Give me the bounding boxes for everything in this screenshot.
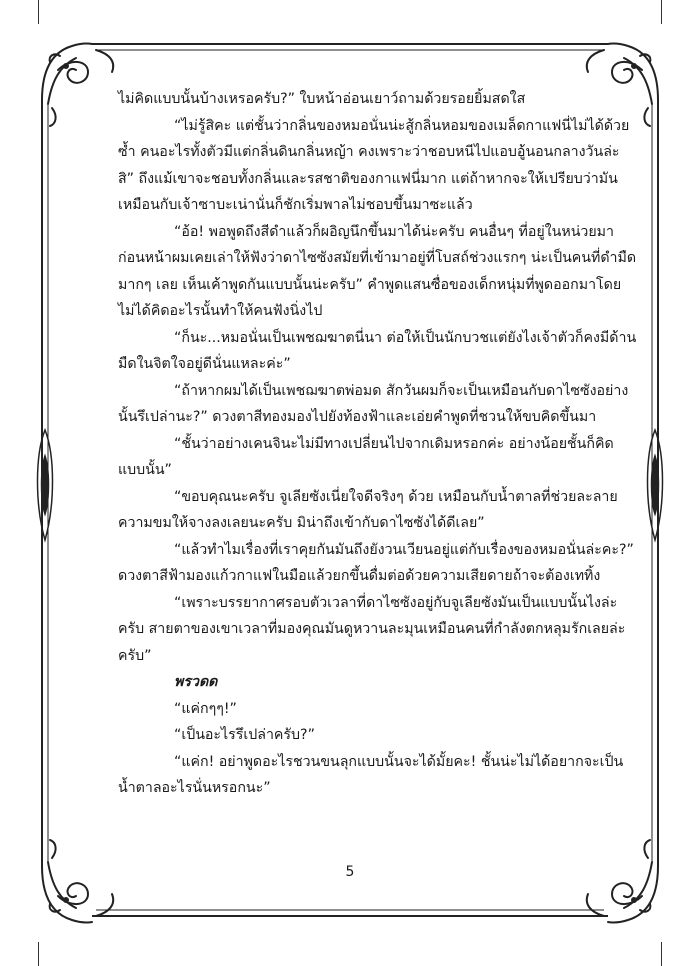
text-line: ไม่คิดแบบนั้นบ้างเหรอครับ?” ใบหน้าอ่อนเยาว์ถามด้วยรอยยิ้มสดใส bbox=[118, 91, 526, 107]
text-line: เหมือนกับเจ้าซาบะเน่านั่นก็ชักเริ่มพาลไม่ชอบขึ้นมาซะแล้ว bbox=[118, 197, 473, 213]
text-line: ครับ สายตาของเขาเวลาที่มองคุณมันดูหวานละมุนเหมือนคนที่กำลังตกหลุมรักเลยล่ะ bbox=[118, 621, 626, 637]
text-line: ดวงตาสีฟ้ามองแก้วกาแฟในมือแล้วยกขึ้นดื่มต่อด้วยความเสียดายถ้าจะต้องเททิ้ง bbox=[118, 568, 601, 584]
text-line: “แค่กๆๆ!” bbox=[174, 700, 237, 717]
text-line: “อ้อ! พอพูดถึงสีดำแล้วก็ผอิญนึกขึ้นมาได้น่ะครับ คนอื่นๆ ที่อยู่ในหน่วยมา bbox=[174, 223, 614, 240]
page-body bbox=[118, 86, 637, 802]
text-line: มืดในจิตใจอยู่ดีนั่นแหละค่ะ” bbox=[118, 356, 291, 372]
text-line: “ก็นะ...หมอนั่นเป็นเพชฌฆาตนี่นา ต่อให้เป็นนักบวชแต่ยังไงเจ้าตัวก็คงมีด้าน bbox=[174, 329, 637, 346]
text-line: “แล้วทำไมเรื่องที่เราคุยกันมันถึงยังวนเวียนอยู่แต่กับเรื่องของหมอนั่นล่ะคะ?” bbox=[174, 541, 634, 558]
text-line: น้ำตาลอะไรนั่นหรอกนะ” bbox=[118, 780, 271, 796]
side-ornament bbox=[38, 430, 53, 540]
text-line: ก่อนหน้าผมเคยเล่าให้ฟังว่าดาไซซังสมัยที่เข้ามาอยู่ที่โบสถ์ช่วงแรกๆ น่ะเป็นคนที่ดำมืด bbox=[118, 250, 637, 266]
text-line: สิ” ถึงแม้เขาจะชอบทั้งกลิ่นและรสชาติของกาแฟนี่มาก แต่ถ้าหากจะให้เปรียบว่ามัน bbox=[118, 170, 618, 187]
text-line: “ถ้าหากผมได้เป็นเพชฌฆาตพ่อมด สักวันผมก็จะเป็นเหมือนกับดาไซซังอย่าง bbox=[174, 382, 629, 399]
text-line: ครับ” bbox=[118, 647, 152, 664]
text-line: “ขอบคุณนะครับ จูเลียซังเนี่ยใจดีจริงๆ ด้วย เหมือนกับน้ำตาลที่ช่วยละลาย bbox=[174, 488, 618, 505]
text-line: ซ้ำ คนอะไรทั้งตัวมีแต่กลิ่นดินกลิ่นหญ้า คงเพราะว่าชอบหนีไปแอบอู้นอนกลางวันล่ะ bbox=[118, 144, 620, 160]
text-line: มากๆ เลย เห็นเค้าพูดกันแบบนั้นน่ะครับ” คำพูดแสนซื่อของเด็กหนุ่มที่พูดออกมาโดย bbox=[118, 276, 622, 293]
text-line: ไม่ได้คิดอะไรนั้นทำให้คนฟังนิ่งไป bbox=[118, 303, 323, 319]
text-line: แบบนั้น” bbox=[118, 462, 172, 478]
text-line: “เพราะบรรยากาศรอบตัวเวลาที่ดาไซซังอยู่กับจูเลียซังมันเป็นแบบนั้นไงล่ะ bbox=[174, 594, 618, 611]
corner-ornament bbox=[42, 44, 113, 127]
text-line: “ชั้นว่าอย่างเคนจินะไม่มีทางเปลี่ยนไปจากเดิมหรอกค่ะ อย่างน้อยชั้นก็คิด bbox=[174, 435, 614, 452]
page-number: 5 bbox=[345, 864, 355, 880]
text-line: “แค่ก! อย่าพูดอะไรชวนขนลุกแบบนั้นจะได้มั้ยคะ! ชั้นน่ะไม่ได้อยากจะเป็น bbox=[174, 753, 624, 770]
text-line: “เป็นอะไรรึเปล่าครับ?” bbox=[174, 727, 315, 743]
text-line: ความขมให้จางลงเลยนะครับ มิน่าถึงเข้ากับดาไซซังได้ดีเลย” bbox=[118, 515, 485, 531]
text-line: พรวดด bbox=[174, 674, 218, 690]
text-line: นั้นรึเปล่านะ?” ดวงตาสีทองมองไปยังท้องฟ้าและเอ่ยคำพูดที่ชวนให้ขบคิดขึ้นมา bbox=[118, 409, 597, 425]
text-line: “ไม่รู้สิคะ แต่ชั้นว่ากลิ่นของหมอนั่นน่ะสู้กลิ่นหอมของเมล็ดกาแฟนี่ไม่ได้ด้วย bbox=[174, 117, 630, 134]
